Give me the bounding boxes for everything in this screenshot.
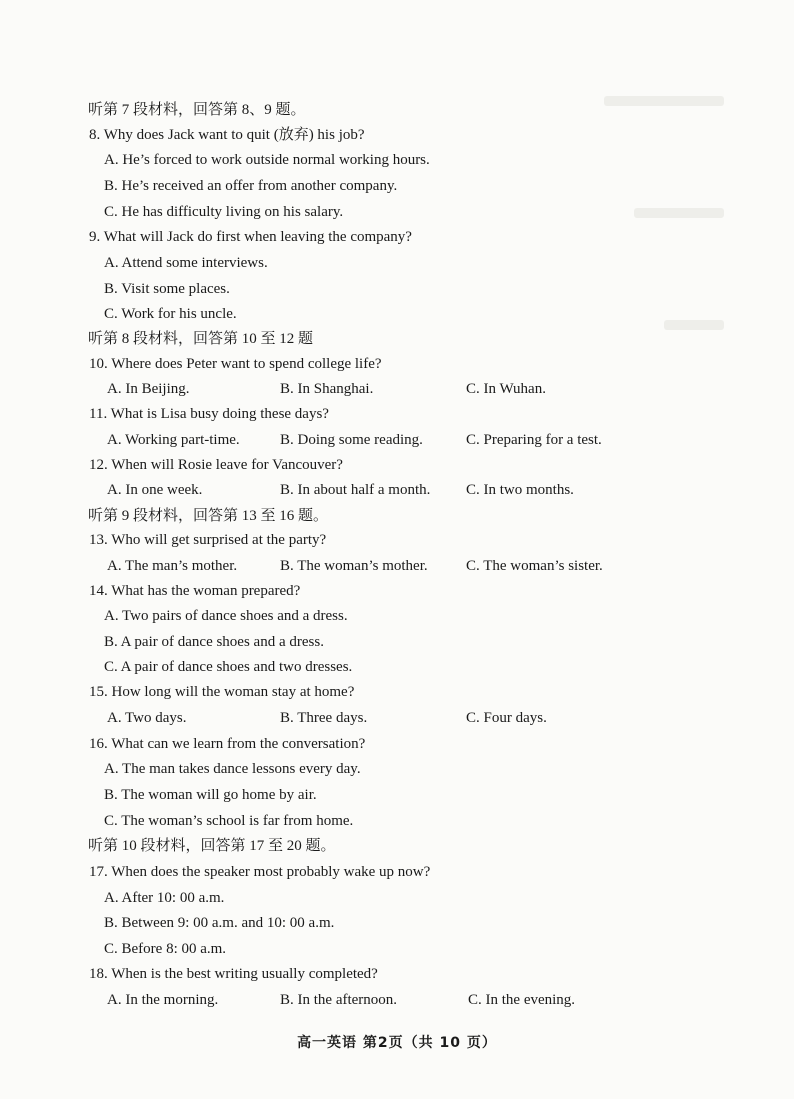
section-heading-8: 听第 8 段材料，回答第 10 至 12 题	[88, 331, 314, 347]
section-heading-7: 听第 7 段材料，回答第 8、9 题。	[88, 102, 306, 118]
question-18-options	[0, 989, 794, 1011]
question-10-option-c: C. In Wuhan.	[466, 381, 546, 397]
question-11-option-b: B. Doing some reading.	[280, 432, 423, 448]
question-13-stem: 13. Who will get surprised at the party?	[89, 532, 327, 548]
page-footer: 高一英语 第2页（共 10 页）	[297, 1035, 497, 1051]
question-17-stem: 17. When does the speaker most probably wake up now?	[89, 864, 431, 880]
question-10-stem: 10. Where does Peter want to spend college life?	[89, 356, 382, 372]
question-13-option-b: B. The woman’s mother.	[280, 558, 428, 574]
question-12-options	[0, 479, 794, 501]
question-12-option-b: B. In about half a month.	[280, 482, 431, 498]
question-11-option-a: A. Working part-time.	[107, 432, 240, 448]
question-15-options	[0, 707, 794, 729]
question-9-option-b: B. Visit some places.	[104, 281, 230, 297]
question-10-option-a: A. In Beijing.	[107, 381, 190, 397]
question-8-option-a: A. He’s forced to work outside normal working hours.	[104, 152, 430, 168]
question-12-option-c: C. In two months.	[466, 482, 574, 498]
question-11-options	[0, 429, 794, 451]
question-15-option-a: A. Two days.	[107, 710, 187, 726]
question-9-option-a: A. Attend some interviews.	[104, 255, 268, 271]
question-14-option-a: A. Two pairs of dance shoes and a dress.	[104, 608, 348, 624]
question-8-option-b: B. He’s received an offer from another company.	[104, 178, 398, 194]
question-12-option-a: A. In one week.	[107, 482, 203, 498]
question-13-option-c: C. The woman’s sister.	[466, 558, 603, 574]
question-12-stem: 12. When will Rosie leave for Vancouver?	[89, 457, 343, 473]
question-18-stem: 18. When is the best writing usually completed?	[89, 966, 378, 982]
question-16-option-b: B. The woman will go home by air.	[104, 787, 317, 803]
question-9-option-c: C. Work for his uncle.	[104, 306, 237, 322]
question-10-options	[0, 378, 794, 400]
question-18-option-a: A. In the morning.	[107, 992, 219, 1008]
question-15-option-c: C. Four days.	[466, 710, 547, 726]
question-17-option-b: B. Between 9: 00 a.m. and 10: 00 a.m.	[104, 915, 335, 931]
question-17-option-a: A. After 10: 00 a.m.	[104, 890, 225, 906]
question-11-option-c: C. Preparing for a test.	[466, 432, 602, 448]
question-14-option-c: C. A pair of dance shoes and two dresses.	[104, 659, 353, 675]
section-heading-10: 听第 10 段材料，回答第 17 至 20 题。	[88, 838, 336, 854]
section-heading-9: 听第 9 段材料，回答第 13 至 16 题。	[88, 508, 329, 524]
question-13-options	[0, 555, 794, 577]
question-10-option-b: B. In Shanghai.	[280, 381, 374, 397]
question-17-option-c: C. Before 8: 00 a.m.	[104, 941, 227, 957]
question-14-stem: 14. What has the woman prepared?	[89, 583, 301, 599]
question-8-stem: 8. Why does Jack want to quit (放弃) his job?	[89, 127, 365, 143]
question-15-stem: 15. How long will the woman stay at home?	[89, 684, 355, 700]
question-14-option-b: B. A pair of dance shoes and a dress.	[104, 634, 324, 650]
question-11-stem: 11. What is Lisa busy doing these days?	[89, 406, 329, 422]
question-13-option-a: A. The man’s mother.	[107, 558, 238, 574]
question-18-option-b: B. In the afternoon.	[280, 992, 398, 1008]
question-8-option-c: C. He has difficulty living on his salary.	[104, 204, 344, 220]
question-9-stem: 9. What will Jack do first when leaving the company?	[89, 229, 412, 245]
question-16-option-a: A. The man takes dance lessons every day.	[104, 761, 361, 777]
question-15-option-b: B. Three days.	[280, 710, 368, 726]
question-16-stem: 16. What can we learn from the conversation?	[89, 736, 366, 752]
question-18-option-c: C. In the evening.	[468, 992, 576, 1008]
question-16-option-c: C. The woman’s school is far from home.	[104, 813, 354, 829]
